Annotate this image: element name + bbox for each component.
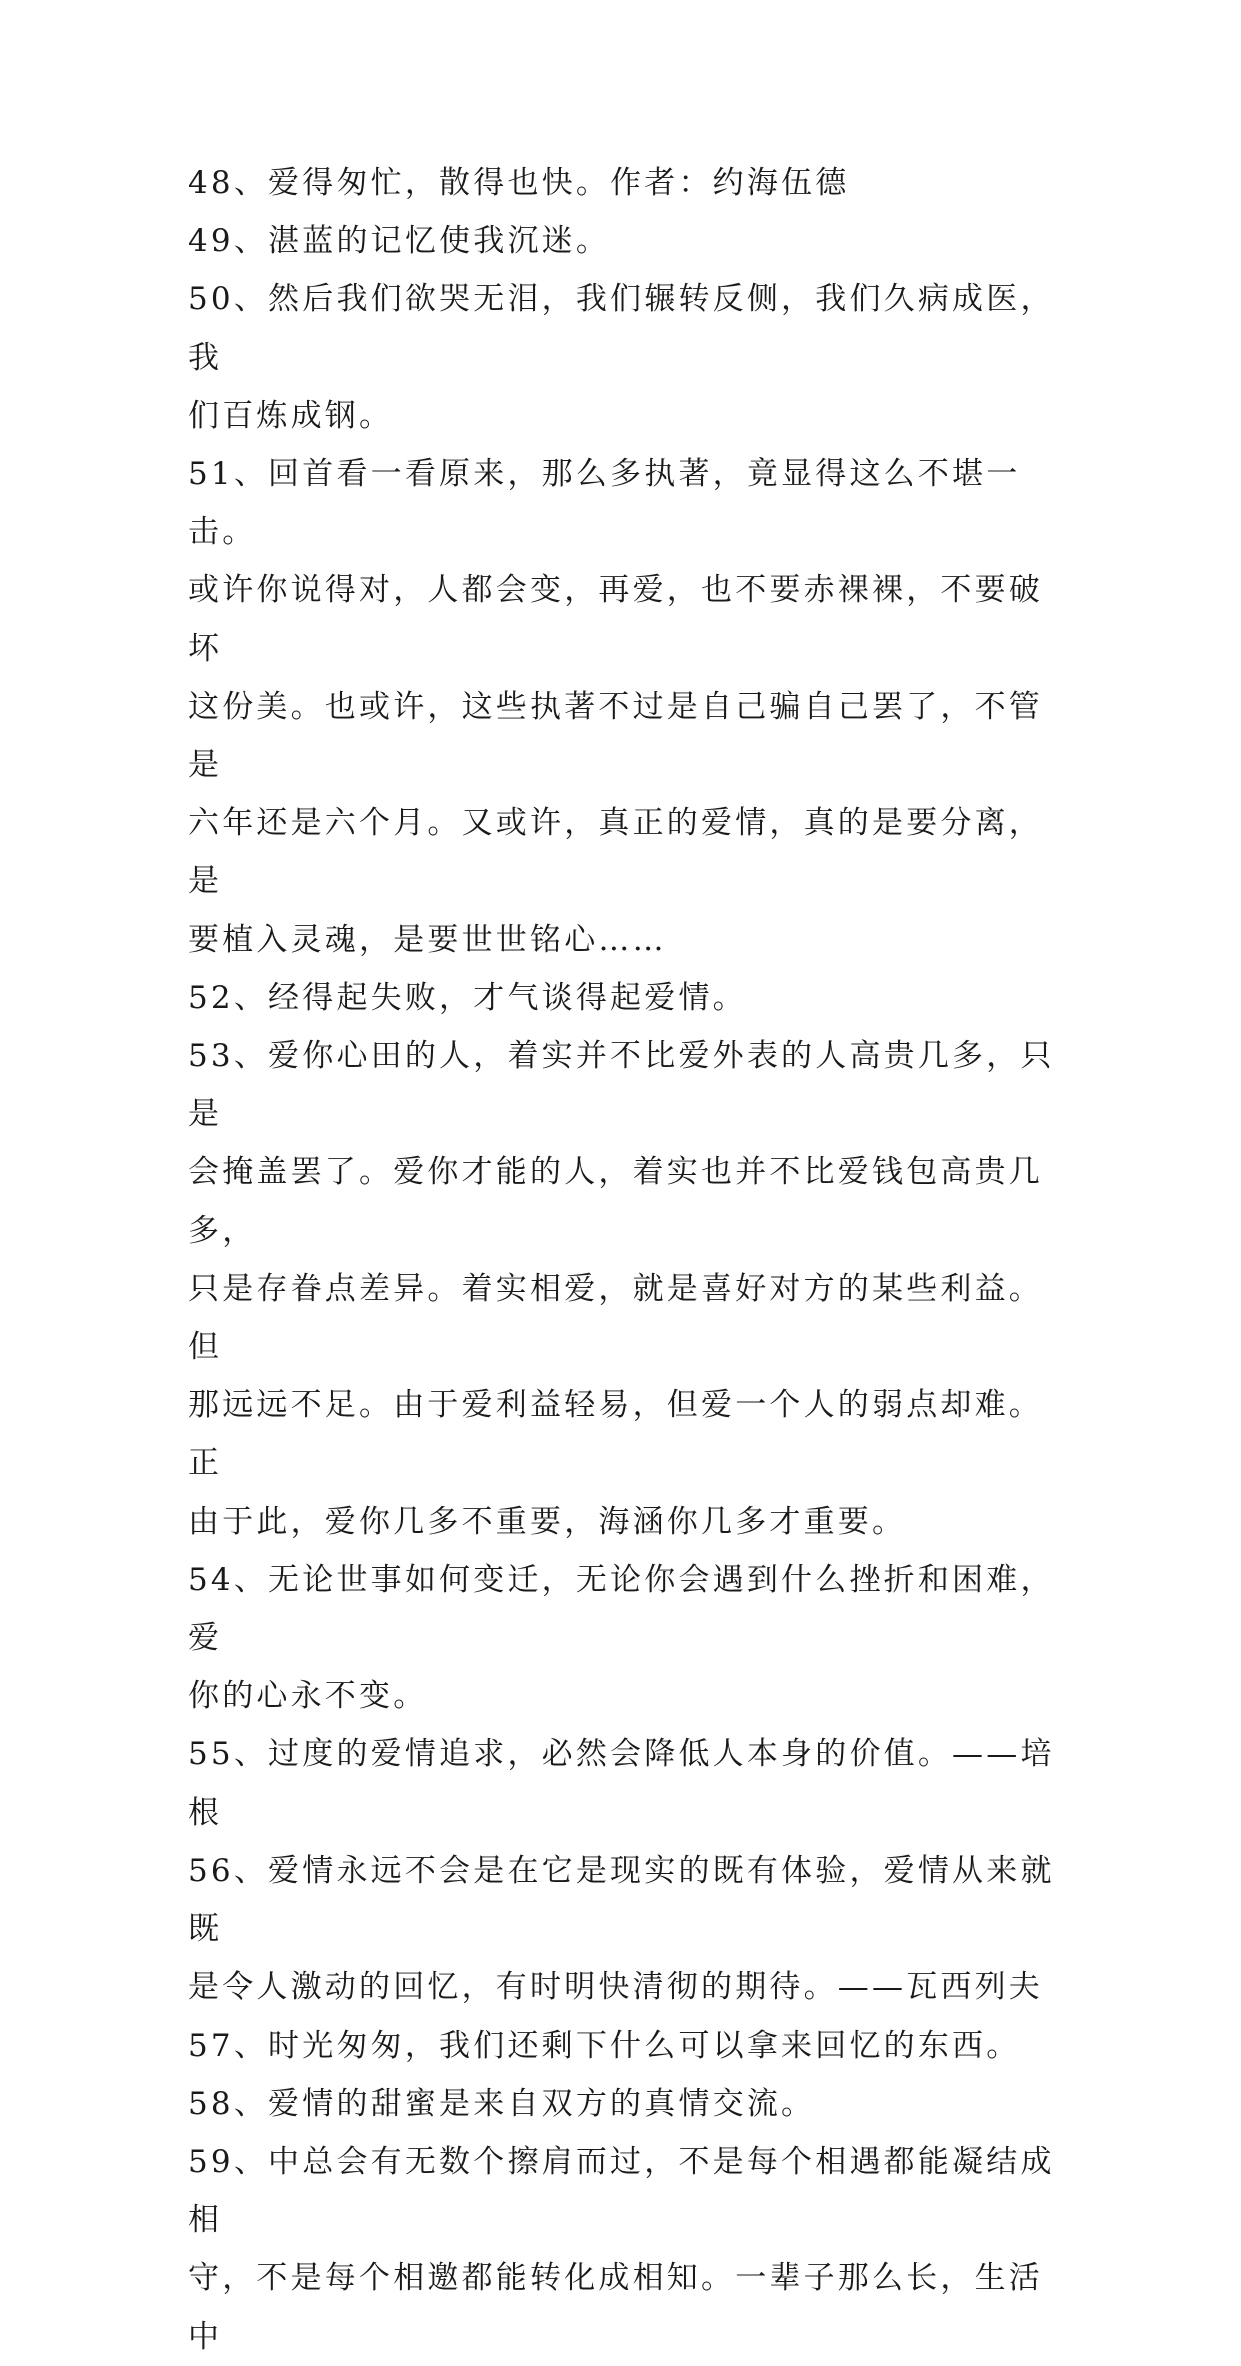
quote-entry-53: 53、爱你心田的人，着实并不比爱外表的人高贵几多，只是 会掩盖罢了。爱你才能的人，着实也并不比爱钱包高贵几多， 只是存眷点差异。着实相爱，就是喜好对方的某些利益。但 那远远不足。由于爱利益轻易，但爱一个人的弱点却难。正 由于此，爱你几多不重要，海涵你几多才重要。: [188, 1038, 1055, 1540]
quote-entry-50: 50、然后我们欲哭无泪，我们辗转反侧，我们久病成医，我 们百炼成钢。: [188, 281, 1055, 434]
quote-entry-54: 54、无论世事如何变迁，无论你会遇到什么挫折和困难，爱 你的心永不变。: [188, 1561, 1055, 1715]
document-body: [188, 154, 1068, 2366]
quote-entry-57: 57、时光匆匆，我们还剩下什么可以拿来回忆的东西。: [188, 2027, 1021, 2064]
quote-entry-58: 58、爱情的甜蜜是来自双方的真情交流。: [188, 2085, 816, 2122]
quote-entry-51: 51、回首看一看原来，那么多执著，竟显得这么不堪一击。 或许你说得对，人都会变，再爱，也不要赤裸裸，不要破坏 这份美。也或许，这些执著不过是自己骗自己罢了，不管是 六年还是六个月。又或许，真正的爱情，真的是要分离，是 要植入灵魂，是要世世铭心……: [188, 456, 1043, 958]
quote-entry-55: 55、过度的爱情追求，必然会降低人本身的价值。——培根: [188, 1736, 1055, 1831]
quote-entry-48: 48、爱得匆忙，散得也快。作者：约海伍德: [188, 165, 850, 201]
quote-entry-49: 49、湛蓝的记忆使我沉迷。: [188, 223, 611, 260]
quote-entry-56: 56、爱情永远不会是在它是现实的既有体验，爱情从来就既 是令人激动的回忆，有时明快清彻的期待。——瓦西列夫: [188, 1852, 1055, 2006]
quote-entry-52: 52、经得起失败，才气谈得起爱情。: [188, 979, 747, 1016]
quote-entry-59: 59、中总会有无数个擦肩而过，不是每个相遇都能凝结成相 守，不是每个相邀都能转化成相知。一辈子那么长，生活中: [188, 2143, 1055, 2355]
